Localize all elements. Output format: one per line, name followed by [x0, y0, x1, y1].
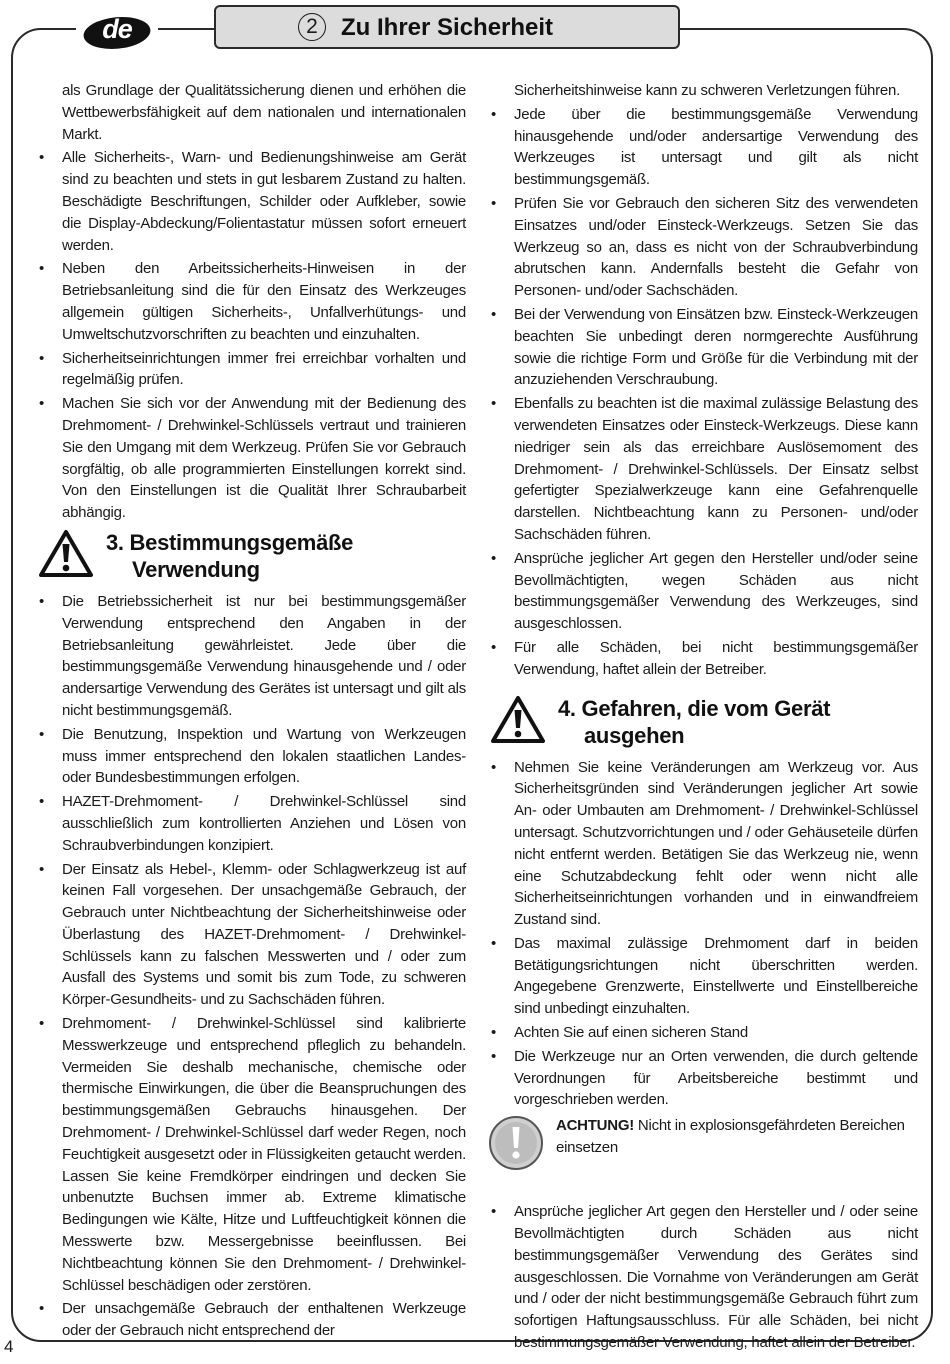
left-column [36, 80, 466, 1342]
list-item: • Das maximal zulässige Drehmoment darf in beiden Betätigungsrichtungen nicht überschritten werden. Angegebene Grenzwerte, Einstellwerte und Einstellbereiche sind unbedingt einzuhalten. [488, 933, 918, 1020]
language-badge [76, 11, 158, 57]
list-item: • HAZET-Drehmoment- / Drehwinkel-Schlüssel sind ausschließlich zum kontrollierten Anziehen und Lösen von Schraubverbindungen konzipiert. [36, 791, 466, 856]
chapter-number: 2 [298, 13, 326, 41]
warning-triangle-icon [38, 529, 94, 579]
list-item: • Für alle Schäden, bei nicht bestimmungsgemäßer Verwendung, haftet allein der Betreiber. [488, 637, 918, 681]
list-item: • Die Betriebssicherheit ist nur bei bestimmungsgemäßer Verwendung entsprechend den Angaben in der Betriebsanleitung gewährleistet. Jede über die bestimmungsgemäße Verwendung hinausgehende und / oder andersartige Verwendung des Gerätes ist untersagt und gilt als nicht bestimmungsgemäß. [36, 591, 466, 722]
list-item: • Ansprüche jeglicher Art gegen den Hersteller und/oder seine Bevollmächtigten, wegen Schäden aus nicht bestimmungsgemäßer Verwendung des Werkzeuges, sind ausgeschlossen. [488, 548, 918, 635]
bullet-list [488, 757, 918, 1112]
warning-triangle-icon [490, 695, 546, 745]
section-3-heading [36, 529, 466, 589]
right-column [488, 80, 918, 1354]
page-number: 4 [4, 1337, 14, 1356]
caution-text [556, 1115, 916, 1159]
continued-paragraph: als Grundlage der Qualitätssicherung dienen und erhöhen die Wettbewerbsfähigkeit auf dem nationalen und internationalen Markt. [62, 82, 466, 143]
bullet-list [36, 591, 466, 1342]
list-item: • Die Werkzeuge nur an Orten verwenden, die durch geltende Verordnungen für Arbeitsbereiche bestimmt und vorgeschrieben werden. [488, 1046, 918, 1111]
caution-label: ACHTUNG! [556, 1117, 634, 1135]
section-title-line-2: ausgehen [584, 722, 685, 748]
list-item: • Jede über die bestimmungsgemäße Verwendung hinausgehende und/oder andersartige Verwendung des Werkzeuges ist untersagt und gilt als nicht bestimmungsgemäß. [488, 104, 918, 191]
list-item: • Die Benutzung, Inspektion und Wartung von Werkzeugen muss immer entsprechend den lokalen staatlichen Landes- oder Bundesbestimmungen erfolgen. [36, 724, 466, 789]
list-item: • Nehmen Sie keine Veränderungen am Werkzeug vor. Aus Sicherheitsgründen sind Veränderungen jeglicher Art sowie An- oder Umbauten am Drehmoment- / Drehwinkel-Schlüssel untersagt. Schutzvorrichtungen und / oder Gehäuseteile dürfen nicht entfernt werden. Betätigen Sie das Werkzeug nie, wenn eine Schutzabdeckung fehlt oder wenn nicht alle Sicherheitseinrichtungen vorhanden und in einwandfreiem Zustand sind. [488, 757, 918, 931]
section-title [106, 529, 353, 583]
list-item: • Drehmoment- / Drehwinkel-Schlüssel sind kalibrierte Messwerkzeuge und entsprechend pfleglich zu behandeln. Vermeiden Sie deshalb mechanische, chemische oder thermische Einwirkungen, die über die Beanspruchungen des bestimmungsgemäßen Gebrauchs hinausgehen. Der Drehmoment- / Drehwinkel-Schlüssel darf weder Regen, noch Feuchtigkeit ausgesetzt oder in Flüssigkeiten getaucht werden. Lassen Sie keine Fremdkörper eindringen und decken Sie unbenutzte Buchsen immer ab. Extreme klimatische Bedingungen wie Kälte, Hitze und Luftfeuchtigkeit können die Messwerte bzw. Messergebnisse beeinflussen. Bei Nichtbeachtung können Sie den Drehmoment- / Drehwinkel-Schlüssel beschädigen oder zerstören. [36, 1013, 466, 1296]
list-item: • Alle Sicherheits-, Warn- und Bedienungshinweise am Gerät sind zu beachten und stets in gut lesbarem Zustand zu halten. Beschädigte Beschriftungen, Schilder oder Aufkleber, sowie die Display-Abdeckung/Folientastatur müssen sofort erneuert werden. [36, 147, 466, 256]
section-title-line-2: Verwendung [132, 556, 260, 582]
list-item: • Ebenfalls zu beachten ist die maximal zulässige Belastung des verwendeten Einsatzes oder Einsteck-Werkzeugs. Diese kann niedriger sein als das erreichbare Auslösemoment des Drehmoment- / Drehwinkel-Schlüssels. Der Einsatz selbst gefertigter Spezialwerkzeuge kann eine Gefahrenquelle darstellen. Nichtbeachtung kann zu Personen- und/oder Sachschäden führen. [488, 393, 918, 546]
list-item: • Der unsachgemäße Gebrauch der enthaltenen Werkzeuge oder der Gebrauch nicht entsprechend der [36, 1298, 466, 1342]
continued-paragraph: Sicherheitshinweise kann zu schweren Verletzungen führen. [514, 82, 900, 99]
caution-message: Nicht in explosionsgefährdeten Bereichen einsetzen [556, 1117, 905, 1157]
bullet-list [488, 1201, 918, 1354]
list-item: • Sicherheitseinrichtungen immer frei erreichbar vorhalten und regelmäßig prüfen. [36, 348, 466, 392]
list-item: • Neben den Arbeitssicherheits-Hinweisen in der Betriebsanleitung sind die für den Einsatz des Werkzeuges allgemein gültigen Sicherheits-, Unfallverhütungs- und Umweltschutzvorschriften zu beachten und einzuhalten. [36, 258, 466, 345]
section-title-line-1: 3. Bestimmungsgemäße [106, 529, 354, 555]
section-title-line-1: 4. Gefahren, die vom Gerät [558, 695, 831, 721]
list-item: • Bei der Verwendung von Einsätzen bzw. Einsteck-Werkzeugen beachten Sie unbedingt deren normgerechte Ausführung sowie die richtige Form und Größe für die Verbindung mit der anzuziehenden Verschraubung. [488, 304, 918, 391]
chapter-title: Zu Ihrer Sicherheit [341, 14, 554, 41]
bullet-list [488, 104, 918, 681]
list-item: • Achten Sie auf einen sicheren Stand [488, 1022, 918, 1044]
list-item: • Ansprüche jeglicher Art gegen den Hersteller und / oder seine Bevollmächtigten durch Schäden aus nicht bestimmungsgemäßer Verwendung des Gerätes sind ausgeschlossen. Die Vornahme von Veränderungen am Gerät und / oder der nicht bestimmungsgemäße Gebrauch führt zum sofortigen Haftungsausschluss. Für alle Schäden, bei nicht bestimmungsgemäßer Verwendung, haftet allein der Betreiber. [488, 1201, 918, 1354]
exclamation-circle-icon [488, 1115, 544, 1171]
list-item: • Der Einsatz als Hebel-, Klemm- oder Schlagwerkzeug ist auf keinen Fall vorgesehen. Der unsachgemäße Gebrauch, der Gebrauch unter Nichtbeachtung der Sicherheitshinweise oder Überlastung des HAZET-Drehmoment- / Drehwinkel-Schlüssels kann zu falschen Messwerten und / oder zum Ausfall des Systems und somit bis zum Tode, zu schweren Körper-Gesundheits- und zu Sachschäden führen. [36, 859, 466, 1012]
chapter-header [214, 5, 680, 49]
section-title [558, 695, 830, 749]
caution-notice [488, 1115, 918, 1177]
language-code: de [102, 14, 132, 44]
list-item: • Prüfen Sie vor Gebrauch den sicheren Sitz des verwendeten Einsatzes und/oder Einsteck-Werkzeugs. Setzen Sie das Werkzeug so an, dass es nicht von der Schraubverbindung abrutschen kann. Andernfalls besteht die Gefahr von Personen- und/oder Sachschäden. [488, 193, 918, 302]
section-4-heading [488, 695, 918, 755]
bullet-list [36, 147, 466, 524]
list-item: • Machen Sie sich vor der Anwendung mit der Bedienung des Drehmoment- / Drehwinkel-Schlüssels vertraut und trainieren Sie den Umgang mit dem Werkzeug. Prüfen Sie vor Gebrauch sorgfältig, ob alle programmierten Einstellungen korrekt sind. Von den Einstellungen ist die Qualität Ihrer Schraubarbeit abhängig. [36, 393, 466, 524]
